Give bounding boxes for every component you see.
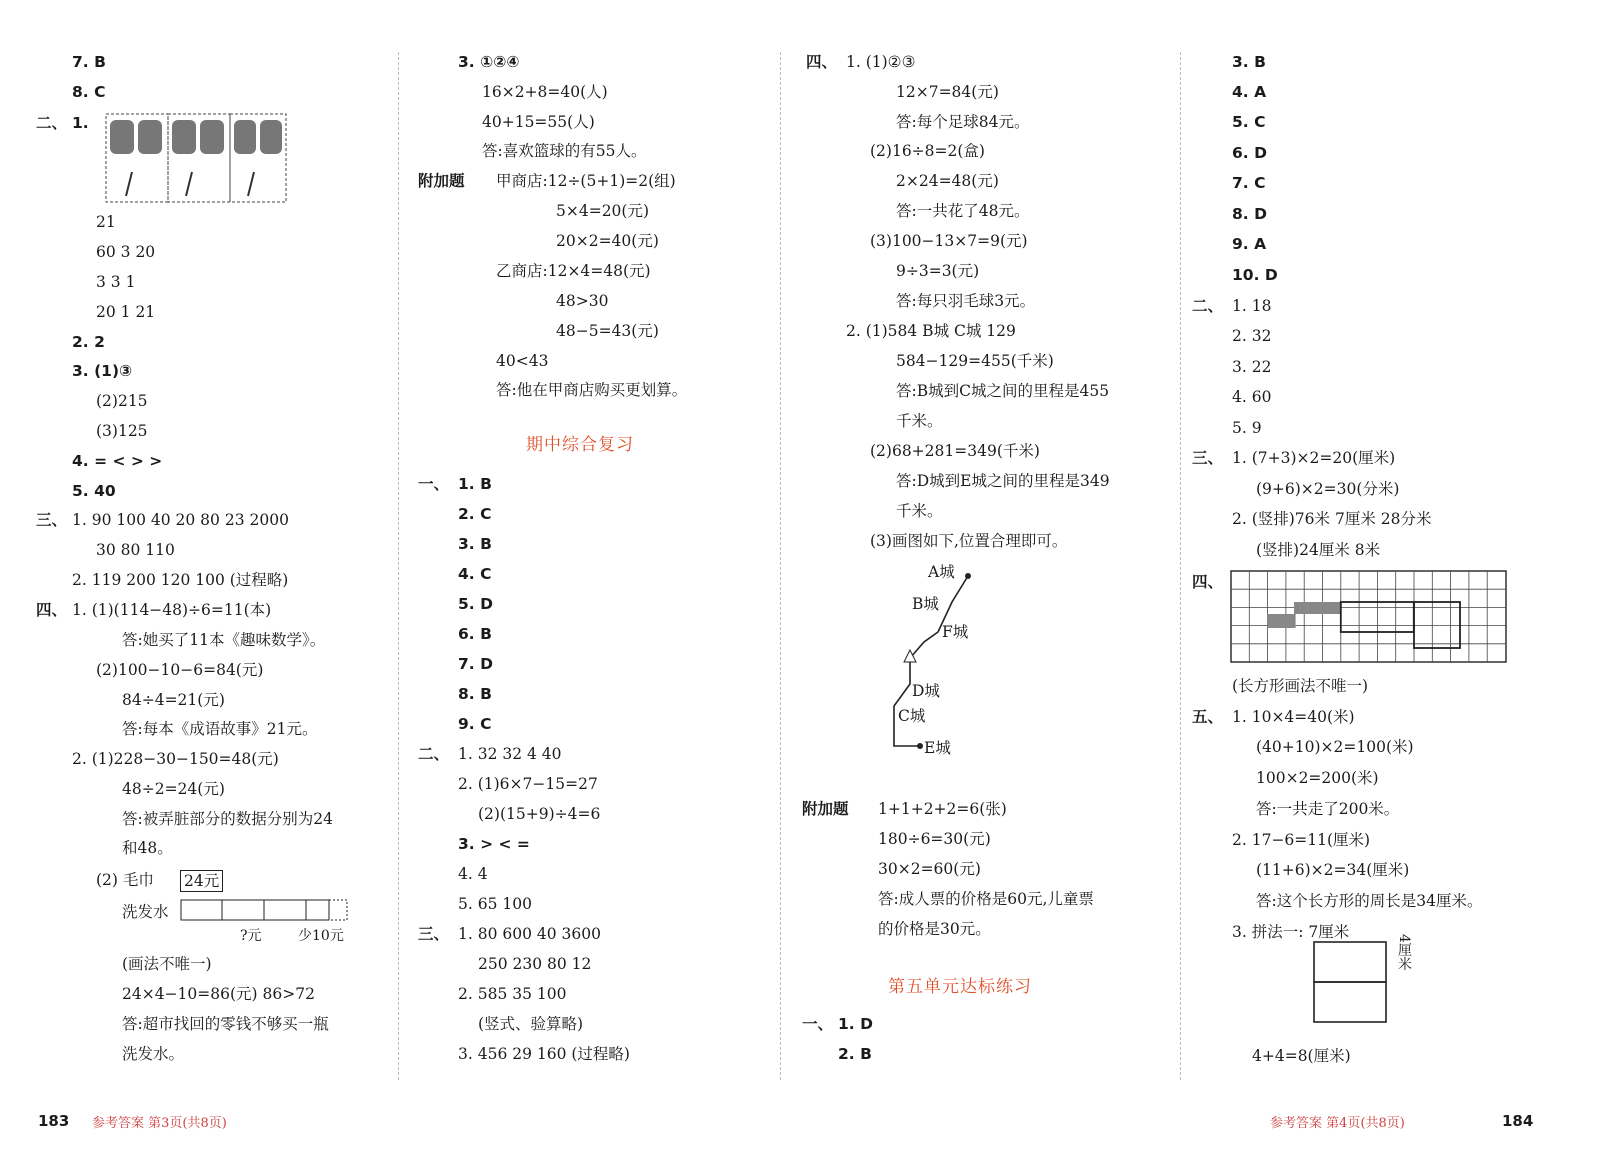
ans-line: 3. 拼法一: 7厘米 [1232, 923, 1350, 941]
ans-line: 4. = < > > [72, 452, 163, 470]
ans-line: (2)(15+9)÷4=6 [478, 805, 601, 823]
ans-line: 1. (7+3)×2=20(厘米) [1232, 449, 1396, 467]
map-a: A城 [928, 563, 955, 581]
ans-line: 5. 65 100 [458, 895, 532, 913]
ans-line: 3. (1)③ [72, 362, 133, 380]
ans-line: 2. (竖排)76米 7厘米 28分米 [1232, 510, 1432, 528]
ans-line: (2)100−10−6=84(元) [96, 661, 264, 679]
ans-line: 30 80 110 [96, 541, 175, 559]
ans-line: 1. B [458, 475, 492, 493]
ans-line: (40+10)×2=100(米) [1256, 738, 1414, 756]
sec-mark: 三、 [36, 511, 68, 529]
ans-line: 2. 32 [1232, 327, 1272, 345]
ans-line: 1. 32 32 4 40 [458, 745, 562, 763]
sec-mark: 三、 [418, 925, 450, 943]
sec-mark: 五、 [1192, 708, 1224, 726]
ans-line: 21 [96, 213, 116, 231]
ans-line: 5. 9 [1232, 419, 1262, 437]
ans-line: 48>30 [556, 292, 609, 310]
sec-mark: 四、 [36, 601, 68, 619]
map-b: B城 [912, 595, 939, 613]
ans-line: 3. 22 [1232, 358, 1272, 376]
ans-line: 1. 10×4=40(米) [1232, 708, 1355, 726]
ans-line: 千米。 [896, 502, 943, 520]
map-e: E城 [924, 739, 951, 757]
ans-line: 1. (1)(114−48)÷6=11(本) [72, 601, 272, 619]
sec-mark: 附加题 [418, 172, 465, 190]
section-title: 第五单元达标练习 [888, 977, 1032, 997]
ans-line: 3 3 1 [96, 273, 136, 291]
ans-line: 48÷2=24(元) [122, 780, 225, 798]
ans-line: 答:喜欢篮球的有55人。 [482, 142, 647, 160]
ans-line: 24×4−10=86(元) 86>72 [122, 985, 315, 1003]
price-box: 24元 [180, 870, 223, 892]
ans-line: 8. B [458, 685, 492, 703]
ans-line: 答:成人票的价格是60元,儿童票 [878, 890, 1094, 908]
ans-line: (竖式、验算略) [478, 1015, 584, 1033]
ans-line: (11+6)×2=34(厘米) [1256, 861, 1410, 879]
ans-line: 答:每只羽毛球3元。 [896, 292, 1036, 310]
sec-mark: 三、 [1192, 449, 1224, 467]
ans-line: 40+15=55(人) [482, 113, 595, 131]
ans-line: 4. C [458, 565, 492, 583]
ans-line: 4+4=8(厘米) [1252, 1047, 1351, 1065]
ans-line: 乙商店:12×4=48(元) [496, 262, 651, 280]
ans-line: 答:超市找回的零钱不够买一瓶 [122, 1015, 329, 1033]
bar-q: ?元 [240, 928, 262, 944]
ans-line: (3)125 [96, 422, 148, 440]
ans-line: 2. B [838, 1045, 872, 1063]
ans-line: 3. > < = [458, 835, 530, 853]
ans-line: 2. 17−6=11(厘米) [1232, 831, 1371, 849]
ans-line: 100×2=200(米) [1256, 769, 1379, 787]
ans-line: 答:一共花了48元。 [896, 202, 1030, 220]
ans-line: 1+1+2+2=6(张) [878, 800, 1007, 818]
map-d: D城 [912, 682, 940, 700]
ans-line: 9. C [458, 715, 492, 733]
sec-mark: 二、 [1192, 297, 1224, 315]
page-number-left: 183 [38, 1112, 70, 1130]
ans-line: 3. ①②④ [458, 53, 520, 71]
ans-line: (竖排)24厘米 8米 [1256, 541, 1381, 559]
ans-line: 2. C [458, 505, 492, 523]
map-f: F城 [942, 623, 969, 641]
ans-line: 8. D [1232, 205, 1267, 223]
ans-line: 10. D [1232, 266, 1278, 284]
ans-line: 4. 60 [1232, 388, 1272, 406]
ans-line: 答:每个足球84元。 [896, 113, 1030, 131]
ans-line: (3)100−13×7=9(元) [870, 232, 1028, 250]
ans-line: 2×24=48(元) [896, 172, 999, 190]
ans-line: (2)16÷8=2(盒) [870, 142, 985, 160]
ans-line: (画法不唯一) [122, 955, 212, 973]
ans-line: 答:B城到C城之间的里程是455 [896, 382, 1110, 400]
sec-mark: 四、 [1192, 573, 1224, 591]
ans-line: 1. D [838, 1015, 873, 1033]
ans-line: (9+6)×2=30(分米) [1256, 480, 1400, 498]
page-number-right: 184 [1502, 1112, 1534, 1130]
ans-line: 5. D [458, 595, 493, 613]
ans-line: 1. (1)②③ [846, 53, 916, 71]
ans-line: 1. [72, 114, 89, 132]
ans-line: 3. B [458, 535, 492, 553]
ans-line: 答:他在甲商店购买更划算。 [496, 381, 688, 399]
ans-line: (长方形画法不唯一) [1232, 677, 1369, 695]
ans-line: 1. 18 [1232, 297, 1272, 315]
ans-line: 20 1 21 [96, 303, 156, 321]
ans-line: 答:D城到E城之间的里程是349 [896, 472, 1110, 490]
ans-line: 5. C [1232, 113, 1266, 131]
ans-line: 7. D [458, 655, 493, 673]
ans-line: 答:每本《成语故事》21元。 [122, 720, 318, 738]
ans-line: 2. (1)6×7−15=27 [458, 775, 598, 793]
ans-line: 20×2=40(元) [556, 232, 659, 250]
ans-line: 2. 585 35 100 [458, 985, 567, 1003]
grid-figure [1230, 570, 1508, 664]
ans-line: 答:这个长方形的周长是34厘米。 [1256, 892, 1483, 910]
map-c: C城 [898, 707, 926, 725]
ans-line: 16×2+8=40(人) [482, 83, 608, 101]
ans-line: (2) 毛巾 [96, 871, 154, 889]
ans-line: 2. 119 200 120 100 (过程略) [72, 571, 289, 589]
ans-line: 2. 2 [72, 333, 105, 351]
side-label: 4厘米 [1396, 934, 1412, 971]
ans-line: 答:被弄脏部分的数据分别为24 [122, 810, 333, 828]
ans-line: 9. A [1232, 235, 1267, 253]
ans-line: 2. (1)584 B城 C城 129 [846, 322, 1016, 340]
ans-line: 60 3 20 [96, 243, 156, 261]
ans-line: (2)68+281=349(千米) [870, 442, 1040, 460]
ans-line: 12×7=84(元) [896, 83, 999, 101]
section-title: 期中综合复习 [526, 435, 634, 455]
ans-line: 1. 80 600 40 3600 [458, 925, 601, 943]
ans-line: 30×2=60(元) [878, 860, 981, 878]
ans-line: (3)画图如下,位置合理即可。 [870, 532, 1068, 550]
footer-right: 参考答案 第4页(共8页) [1270, 1116, 1405, 1131]
ans-line: 8. C [72, 83, 106, 101]
route-map [880, 560, 990, 756]
ans-line: 9÷3=3(元) [896, 262, 980, 280]
ans-line: 甲商店:12÷(5+1)=2(组) [496, 172, 676, 190]
ans-line: 3. B [1232, 53, 1266, 71]
sec-mark: 二、 [36, 114, 68, 132]
ans-line: 4. 4 [458, 865, 488, 883]
ans-line: 洗发水。 [122, 1045, 185, 1063]
sec-mark: 一、 [802, 1015, 834, 1033]
bar-less: 少10元 [298, 928, 344, 944]
ans-line: 584−129=455(千米) [896, 352, 1054, 370]
ans-line: 6. D [1232, 144, 1267, 162]
ans-line: 答:一共走了200米。 [1256, 800, 1400, 818]
ans-line: 的价格是30元。 [878, 920, 991, 938]
ans-line: 7. C [1232, 174, 1266, 192]
bundles-figure [96, 108, 292, 204]
ans-line: 84÷4=21(元) [122, 691, 225, 709]
ans-line: 4. A [1232, 83, 1267, 101]
sec-mark: 四、 [806, 53, 838, 71]
sec-mark: 附加题 [802, 800, 849, 818]
sec-mark: 二、 [418, 745, 450, 763]
ans-line: 40<43 [496, 352, 549, 370]
ans-line: 5. 40 [72, 482, 116, 500]
ans-line: 洗发水 [122, 903, 169, 921]
sec-mark: 一、 [418, 475, 450, 493]
ans-line: 48−5=43(元) [556, 322, 659, 340]
ans-line: 3. 456 29 160 (过程略) [458, 1045, 630, 1063]
ans-line: 6. B [458, 625, 492, 643]
stacked-rects [1310, 938, 1390, 1028]
ans-line: 2. (1)228−30−150=48(元) [72, 750, 279, 768]
ans-line: (2)215 [96, 392, 148, 410]
ans-line: 5×4=20(元) [556, 202, 650, 220]
bar-diagram [180, 896, 352, 926]
ans-line: 250 230 80 12 [478, 955, 592, 973]
footer-left: 参考答案 第3页(共8页) [92, 1116, 227, 1131]
ans-line: 千米。 [896, 412, 943, 430]
ans-line: 7. B [72, 53, 106, 71]
ans-line: 答:她买了11本《趣味数学》。 [122, 631, 326, 649]
ans-line: 1. 90 100 40 20 80 23 2000 [72, 511, 289, 529]
ans-line: 180÷6=30(元) [878, 830, 991, 848]
ans-line: 和48。 [122, 839, 173, 857]
